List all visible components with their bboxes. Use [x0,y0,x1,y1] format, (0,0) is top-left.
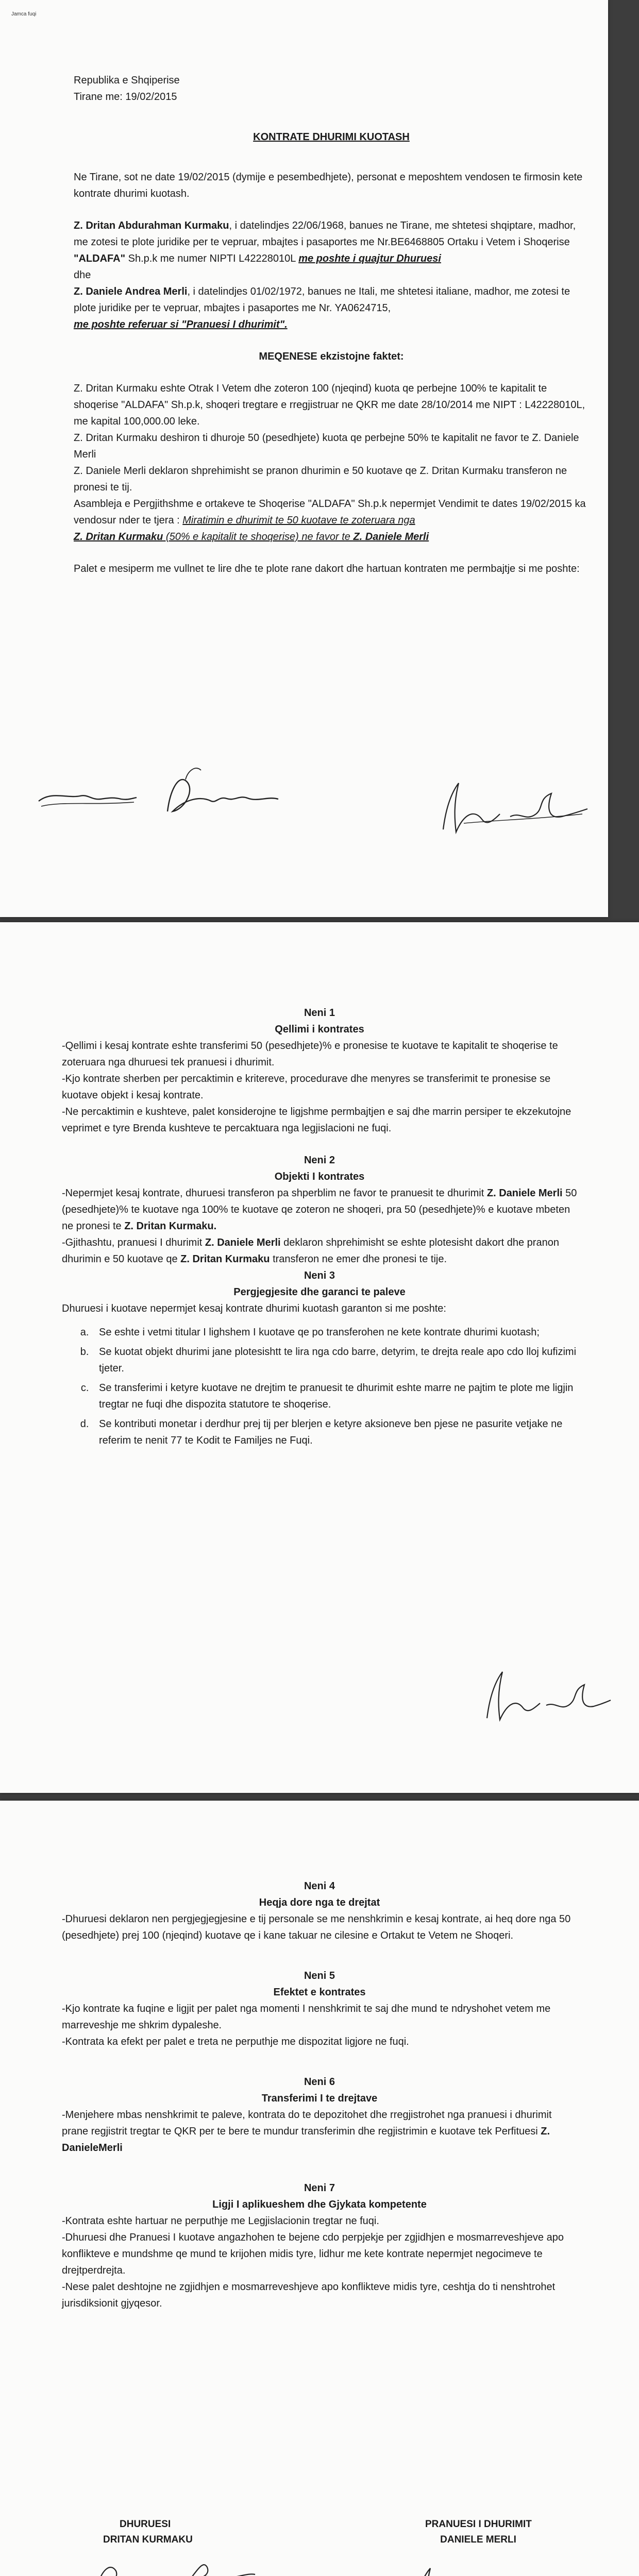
header-country: Republika e Shqiperise [74,75,180,86]
party-1-details-2: Sh.p.k me numer NIPTI L42228010L [128,253,299,264]
agreement-paragraph: Palet e mesiperm me vullnet te lire dhe te plote rane dakort dhe hartuan kontraten me permbajtje si me poshte: [74,563,580,574]
article-6-para [62,2107,577,2156]
article-3-title: Pergjegjesite dhe garanci te paleve [233,1286,406,1298]
fact-4-recipient: Z. Daniele Merli [353,531,429,543]
article-2-para-2 [62,1234,577,1267]
document-page-1 [0,0,608,917]
intro-paragraph: Ne Tirane, sot ne date 19/02/2015 (dymije e pesembedhjete), personat e meposhtem vendosen te firmosin kete kontrate dhurimi kuotash. [74,172,583,199]
and-connector: dhe [74,269,91,281]
article-5-title: Efektet e kontrates [273,1987,366,1998]
party-1-paragraph [74,217,589,267]
article-5-para-2: -Kontrata ka efekt per palet e treta ne perputhje me dispozitat ligjore ne fuqi. [62,2036,409,2047]
donor-signature-1 [31,750,299,832]
article-7-title: Ligji I aplikueshem dhe Gjykata kompetente [212,2199,427,2210]
party-2-reference: me poshte referuar si "Pranuesi I dhurimit". [74,319,288,330]
donor-label: DHURUESI [120,2519,171,2530]
article-7-para-2: -Dhuruesi dhe Pranuesi I kuotave angazhohen te bejene cdo perpjekje per zgjidhjen e mosmarreveshjeve apo konflikteve e mundshme qe mund te krijohen midis tyre, lidhur me kete kontrate nepermjet negocimeve te drejtperdrejta. [62,2232,564,2276]
article-2-title: Objekti I kontrates [274,1171,365,1182]
document-page-3 [0,1801,639,2576]
article-5-number: Neni 5 [304,1970,335,1981]
article-1-para-2: -Kjo kontrate sherben per percaktimin e kritereve, procedurave dhe menyres se transferimit te pronesise se kuotave objekt i kesaj kontrate. [62,1073,551,1101]
fact-4-share: (50% e kapitalit te shoqerise) ne favor te [163,531,354,543]
recipient-label: PRANUESI I DHURIMIT [425,2519,532,2530]
fact-4-donor: Z. Dritan Kurmaku [74,531,163,543]
guarantee-b: b. Se kuotat objekt dhurimi jane plotesishtt te lira nga cdo barre, detyrim, te drejta reale apo cdo lloj kufizimi tjeter. [92,1344,577,1377]
article-2-para-2-text-3: transferon ne emer dhe pronesi te tije. [270,1253,447,1265]
page-2-content [62,1005,577,1452]
fact-4 [74,496,589,545]
recipient-name-ref: Z. Daniele Merli [486,1188,563,1199]
fact-4-text: Asambleja e Pergjithshme e ortakeve te Shoqerise "ALDAFA" Sh.p.k nepermjet Vendimit te dates 19/02/2015 ka vendosur nder te tjera : [74,498,586,526]
article-2-para-1-text: -Nepermjet kesaj kontrate, dhuruesi transferon pa shperblim ne favor te pranuesit te dhurimit [62,1188,487,1199]
article-2-para-2-text: -Gjithashtu, pranuesi I dhurimit [62,1237,205,1248]
recipient-name: DANIELE MERLI [440,2534,516,2545]
party-1-reference: me poshte i quajtur Dhuruesi [298,253,441,264]
page-3-content [62,1878,577,2312]
recipient-block [425,2517,532,2548]
recipient-name-ref-2: Z. Daniele Merli [205,1237,281,1248]
header-place-date: Tirane me: 19/02/2015 [74,91,177,103]
facts-heading: MEQENESE ekzistojne faktet: [259,351,404,362]
article-7-para-1: -Kontrata eshte hartuar ne perputhje me Legjislacionin tregtar ne fuqi. [62,2215,379,2227]
page-tag: Jamca fuqi [11,11,37,17]
article-6-title: Transferimi I te drejtave [261,2093,378,2104]
article-3-number: Neni 3 [304,1270,335,1281]
article-2-para-1-text-2: 50 (pesedhjete)% te kuotave nga 100% te kuotave qe zoteron ne shoqeri, pra 50 (pesedhjete)% e kuotave mbeten ne pronesi te [62,1188,577,1232]
article-2-para-2-text-2: deklaron shprehimisht se eshte plotesisht dakort dhe pranon dhurimin e 50 kuotave qe [62,1237,559,1265]
article-7-para-3: -Nese palet deshtojne ne zgjidhjen e mosmarreveshjeve apo konflikteve midis tyre, ceshtja do ti nenshtrohet jurisdiksionit gjyqesor. [62,2281,556,2309]
article-1-para-1: -Qellimi i kesaj kontrate eshte transferimi 50 (pesedhjete)% e pronesise te kuotave te kapitalit te shoqerise te zoteruara nga dhuruesi tek pranuesi i dhurimit. [62,1040,558,1068]
party-2-details: , i datelindjes 01/02/1972, banues ne Itali, me shtetesi italiane, madhor, me zotesi te plote juridike per te vepruar, mbajtes i pasaportes me Nr. YA0624715, [74,286,570,314]
donor-name-ref: Z. Dritan Kurmaku. [124,1221,217,1232]
article-2-para-1 [62,1185,577,1234]
fact-3: Z. Daniele Merli deklaron shprehimisht se pranon dhurimin e 50 kuotave qe Z. Dritan Kurmaku transferon ne pronesi te tij. [74,465,567,493]
document-page-2 [0,922,639,1793]
fact-2: Z. Dritan Kurmaku deshiron ti dhuroje 50 (pesedhjete) kuota qe perbejne 50% te kapitalit ne favor te Z. Daniele Merli [74,432,579,460]
recipient-signature-1 [433,762,598,845]
article-1-title: Qellimi i kontrates [275,1024,364,1035]
article-6-number: Neni 6 [304,2076,335,2088]
party-1-details: , i datelindjes 22/06/1968, banues ne Tirane, me shtetesi shqiptare, madhor, me zotesi te plote juridike per te vepruar, mbajtes i pasaportes me Nr.BE6468805 Ortaku i Vetem i Shoqerise [74,220,576,248]
article-4-number: Neni 4 [304,1880,335,1892]
guarantee-d: d. Se kontributi monetar i derdhur prej tij per blerjen e ketyre aksioneve ben pjese ne pasurite vetjake ne referim te nenit 77 te Kodit te Familjes ne Fuqi. [92,1416,577,1449]
donor-name-ref-2: Z. Dritan Kurmaku [180,1253,270,1265]
fact-1: Z. Dritan Kurmaku eshte Otrak I Vetem dhe zoteron 100 (njeqind) kuota qe perbejne 100% te kapitalit te shoqerise "ALDAFA" Sh.p.k, shoqeri tregtare e rregjistruar ne QKR me date 28/10/2014 me NIPT : L42228010L, me kapital 100,000.00 leke. [74,383,585,427]
article-4-para: -Dhuruesi deklaron nen pergjegjegjesine e tij personale se me nenshkrimin e kesaj kontrate, ai heq dore nga 50 (pesedhjete) prej 100 (njeqind) kuotave qe i kane takuar ne cilesine e Ortakut te Vetem ne Shoqeri. [62,1913,571,1941]
article-4-title: Heqja dore nga te drejtat [259,1897,380,1908]
article-1-para-3: -Ne percaktimin e kushteve, palet konsiderojne te ligjshme permbajtjen e saj dhe marrin persiper te ekzekutojne veprimet e tyre Brenda kushteve te percaktuara nga legjislacioni ne fuqi. [62,1106,571,1134]
guarantees-list [62,1324,577,1449]
party-1-company: "ALDAFA" [74,253,128,264]
article-7-number: Neni 7 [304,2182,335,2194]
party-2-name: Z. Daniele Andrea Merli [74,286,188,297]
beneficiary-name: Z. DanieleMerli [62,2126,550,2154]
article-5-para-1: -Kjo kontrate ka fuqine e ligjit per palet nga momenti I nenshkrimit te saj dhe mund te ndryshohet vetem me marreveshje me shkrim dypaleshe. [62,2003,551,2031]
party-2-paragraph [74,283,589,316]
party-1-name: Z. Dritan Abdurahman Kurmaku [74,220,229,231]
recipient-signature-final [402,2548,598,2576]
contract-title: KONTRATE DHURIMI KUOTASH [253,131,410,143]
article-3-intro: Dhuruesi i kuotave nepermjet kesaj kontrate dhurimi kuotash garanton si me poshte: [62,1303,446,1314]
article-6-text: -Menjehere mbas nenshkrimit te paleve, kontrata do te depozitohet dhe rregjistrohet nga pranuesi i dhurimit prane regjistrit tregtar te QKR per te bere te mundur transferimin dhe regjistrimin e kuotave tek Perfituesi [62,2109,552,2137]
recipient-signature-2 [479,1654,613,1731]
page-1-content [74,72,589,577]
donor-signature-final [88,2543,263,2576]
donor-name: DRITAN KURMAKU [103,2534,193,2545]
article-2-number: Neni 2 [304,1155,335,1166]
guarantee-c: c. Se transferimi i ketyre kuotave ne drejtim te pranuesit te dhurimit eshte marre ne pajtim te plote me ligjin tregtar ne fuqi dhe dispozita statutore te shoqerise. [92,1380,577,1413]
fact-4-approval: Miratimin e dhurimit te 50 kuotave te zoteruara nga [182,515,415,526]
article-1-number: Neni 1 [304,1007,335,1019]
guarantee-a: a. Se eshte i vetmi titular I lighshem I kuotave qe po transferohen ne kete kontrate dhurimi kuotash; [92,1324,577,1341]
